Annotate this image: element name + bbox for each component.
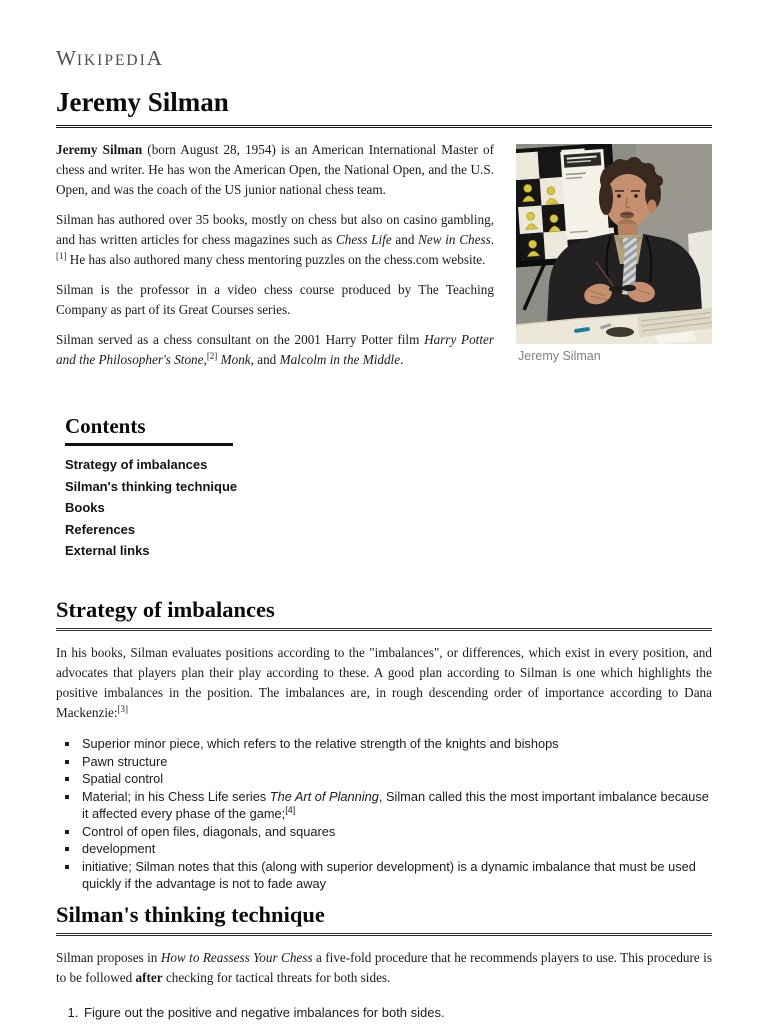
photo-caption: Jeremy Silman [518,349,601,363]
thinking-paragraph: Silman proposes in How to Reassess Your Chess a five-fold procedure that he recommends players to use. This procedure is to be followed after checking for tactical threats for both sides. [56,949,712,985]
toc-item-books[interactable]: Books [65,500,105,515]
strategy-paragraph: In his books, Silman evaluates positions according to the "imbalances", or differences, which exist in every position, and advocates that players plan their play according to these. A good plan according to Silman is one which highlights the positive imbalances in the position. The imbalances are, in rough descending order of importance according to Dana Mackenzie:[3] [56,645,712,720]
infobox-photo[interactable] [516,144,712,363]
imbalance-item: ▪ Pawn structure [80,753,712,771]
thinking-section-heading: Silman's thinking technique [56,902,712,936]
contents-heading: Contents [65,414,233,446]
section-strategy-of-imbalances [56,597,712,893]
intro-paragraph-2: Silman has authored over 35 books, mostly on chess but also on casino gambling, and has written articles for chess magazines such as Chess Life and New in Chess.[1] He has also authored many chess mentoring puzzles on the chess.com website. [56,212,495,267]
toc-item-strategy-of-imbalances[interactable]: Strategy of imbalances [65,457,208,472]
strategy-section-heading: Strategy of imbalances [56,597,712,631]
wordmark-letters: IKIPEDI [76,52,147,69]
citation-ref[interactable]: [4] [285,805,296,815]
imbalance-item: ▪ initiative; Silman notes that this (along with superior development) is a dynamic imbalance that must be used quickly if the advantage is not to fade away [80,858,712,893]
imbalance-item: ▪ Spatial control [80,770,712,788]
imbalance-item: ▪ Material; in his Chess Life series The Art of Planning, Silman called this the most important imbalance because it affected every phase of the game;[4] [80,788,712,823]
toc-item-references[interactable]: References [65,521,136,537]
citation-ref[interactable]: [1] [56,251,67,261]
toc-item-external-links[interactable]: External links [65,543,150,558]
section-silmans-thinking-technique [56,902,712,1021]
thinking-steps-list [56,1004,712,1021]
wordmark-letter: A [146,46,163,70]
wordmark-letter: W [56,46,77,70]
intro-paragraph-4: Silman served as a chess consultant on the 2001 Harry Potter film Harry Potter and the Philosopher's Stone,[2] Monk, and Malcolm in the Middle. [56,332,494,367]
thinking-step: 1. Figure out the positive and negative imbalances for both sides. [82,1004,712,1021]
intro-section [56,140,712,380]
jeremy-silman-photo[interactable] [516,144,712,344]
toc-item-silmans-thinking-technique[interactable]: Silman's thinking technique [65,478,238,494]
wikipedia-wordmark [56,0,712,73]
imbalances-list [56,735,712,893]
intro-paragraph-3: Silman is the professor in a video chess course produced by The Teaching Company as part of its Great Courses series. [56,282,494,317]
page-title: Jeremy Silman [56,87,712,128]
imbalance-item: ▪ Control of open files, diagonals, and squares [80,823,712,841]
table-of-contents [65,414,712,557]
contents-list [65,458,712,557]
intro-paragraph-1: Jeremy Silman (born August 28, 1954) is an American International Master of chess and writer. He has won the American Open, the National Open, and the U.S. Open, and was the coach of the US junior national chess team. [56,142,494,197]
citation-ref[interactable]: [3] [117,704,129,714]
citation-ref[interactable]: [2] [206,351,218,361]
imbalance-item: ▪ Superior minor piece, which refers to the relative strength of the knights and bishops [80,735,712,753]
imbalance-item: ▪ development [80,840,712,858]
